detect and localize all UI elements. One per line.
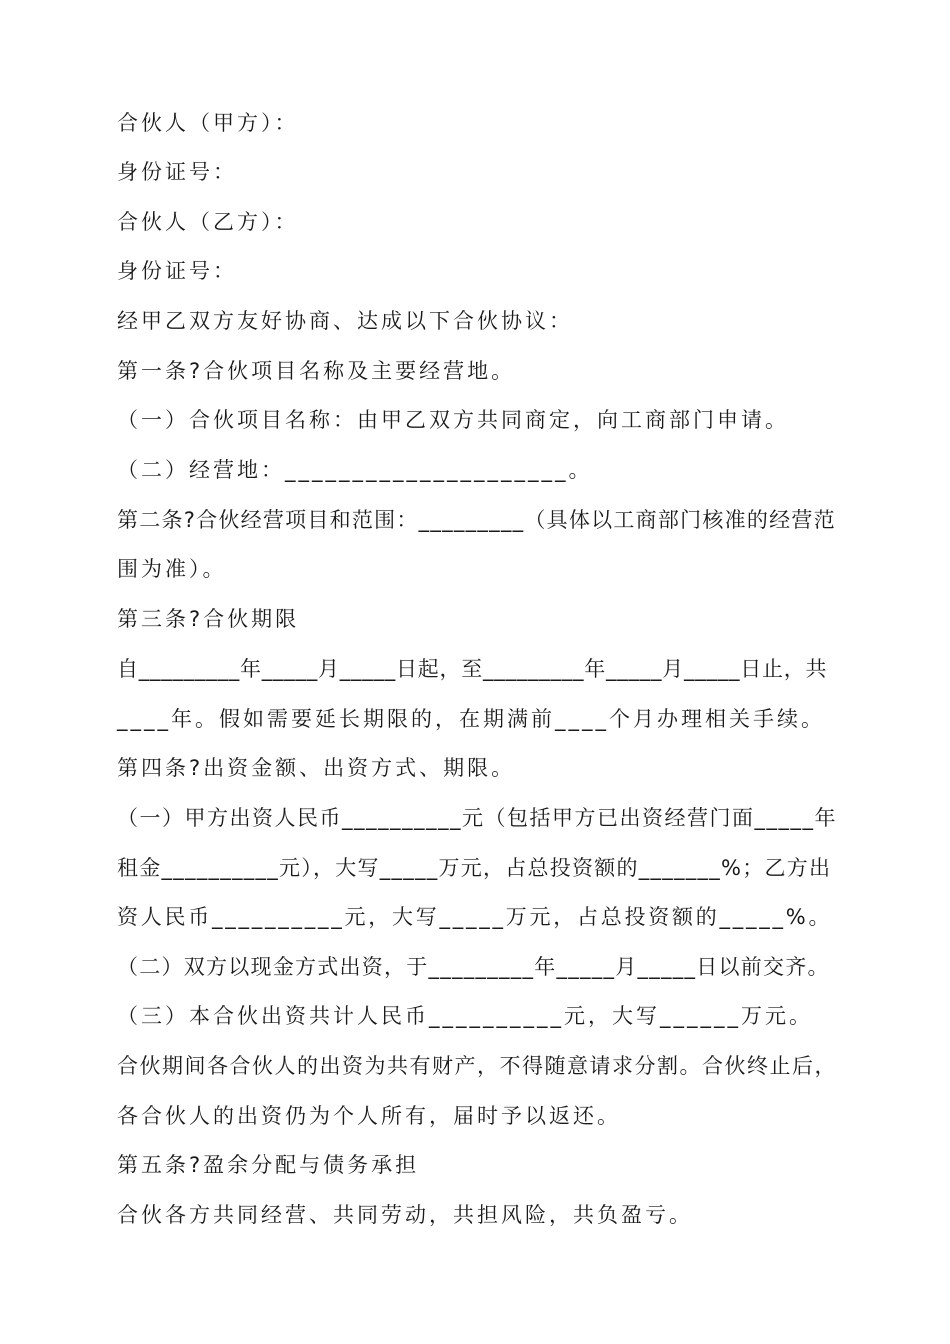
article-1-item-1: （一）合伙项目名称：由甲乙双方共同商定，向工商部门申请。 xyxy=(117,408,789,432)
article-2-line-2: 围为准）。 xyxy=(117,557,227,581)
article-4-item-1-line-1: （一）甲方出资人民币__________元（包括甲方已出资经营门面_____年 xyxy=(117,806,837,830)
article-3-heading: 第三条?合伙期限 xyxy=(117,607,300,631)
article-2-line-1: 第二条?合伙经营项目和范围：_________（具体以工商部门核准的经营范 xyxy=(117,508,836,532)
article-4-note-line-1: 合伙期间各合伙人的出资为共有财产，不得随意请求分割。合伙终止后， xyxy=(117,1054,837,1078)
article-4-note-line-2: 各合伙人的出资仍为个人所有，届时予以返还。 xyxy=(117,1104,621,1128)
article-4-heading: 第四条?出资金额、出资方式、期限。 xyxy=(117,756,516,780)
article-4-item-1-line-2: 租金__________元），大写_____万元，占总投资额的_______%；乙方出 xyxy=(117,856,832,880)
article-3-line-2: ____年。假如需要延长期限的，在期满前____个月办理相关手续。 xyxy=(117,707,825,731)
party-b-line: 合伙人（乙方）： xyxy=(117,210,299,234)
article-5-line-1: 合伙各方共同经营、共同劳动，共担风险，共负盈亏。 xyxy=(117,1203,693,1227)
party-a-line: 合伙人（甲方）： xyxy=(117,111,299,135)
article-4-item-1-line-3: 资人民币__________元，大写_____万元，占总投资额的_____%。 xyxy=(117,905,833,929)
article-4-item-3: （三）本合伙出资共计人民币__________元，大写______万元。 xyxy=(117,1004,813,1028)
article-5-heading: 第五条?盈余分配与债务承担 xyxy=(117,1153,420,1177)
article-1-item-2: （二）经营地：_____________________。 xyxy=(117,458,593,482)
intro-line: 经甲乙双方友好协商、达成以下合伙协议： xyxy=(117,309,573,333)
article-4-item-2: （二）双方以现金方式出资，于_________年_____月_____日以前交齐。 xyxy=(117,955,830,979)
article-3-line-1: 自_________年_____月_____日起，至_________年_____月_____日止，共 xyxy=(117,657,828,681)
party-b-id-line: 身份证号： xyxy=(117,259,237,283)
party-a-id-line: 身份证号： xyxy=(117,160,237,184)
article-1-heading: 第一条?合伙项目名称及主要经营地。 xyxy=(117,359,516,383)
